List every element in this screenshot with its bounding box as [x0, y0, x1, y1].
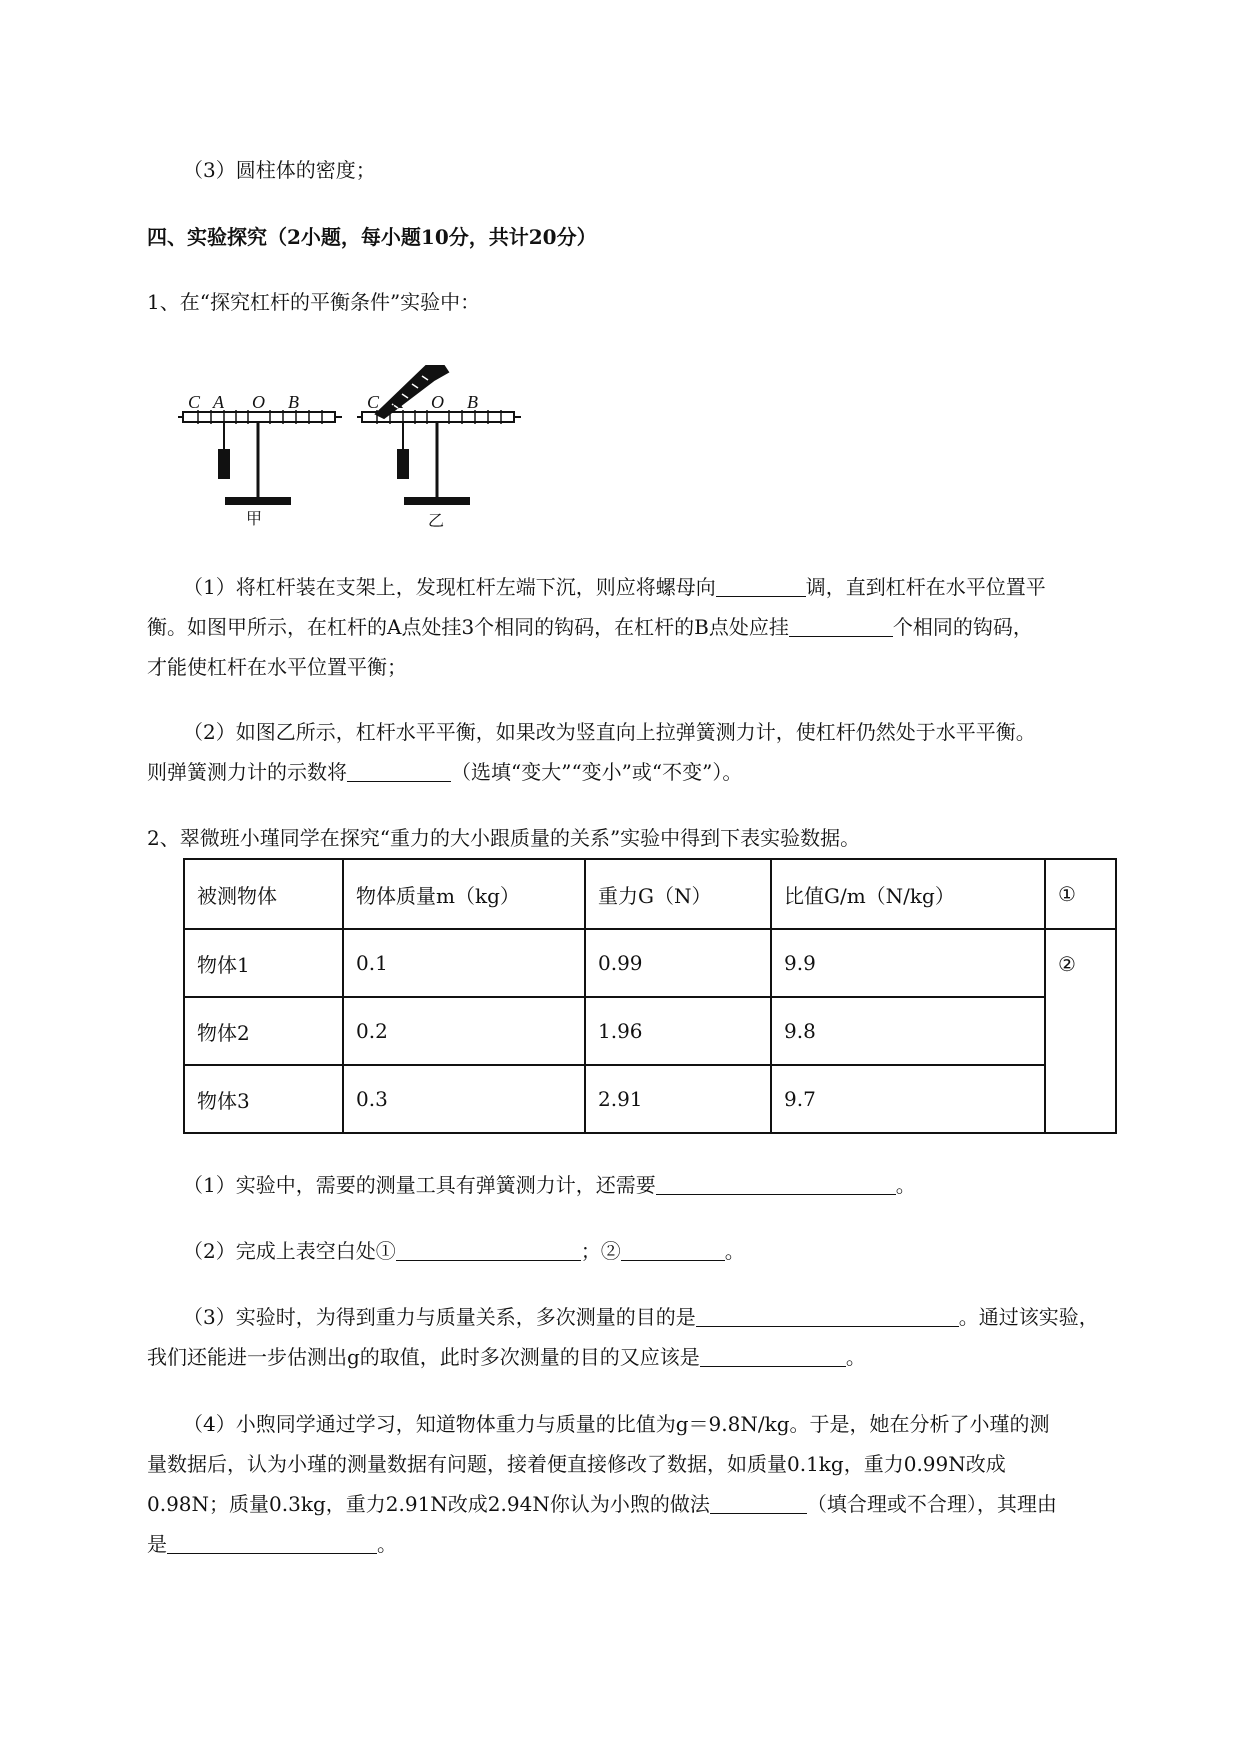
answer-blank[interactable]: [656, 1174, 896, 1195]
table-row: [184, 929, 1116, 997]
text: （选填“变大”“变小”或“不变”）。: [451, 760, 743, 784]
q1-part1-line1: [183, 575, 1046, 599]
label-a-jia: A: [213, 392, 224, 412]
text: 1、在“探究杠杆的平衡条件”实验中：: [147, 290, 481, 314]
table-cell: 0.2: [343, 997, 585, 1065]
lever-figure-jia: [178, 410, 342, 504]
q1-part1-line3: [147, 655, 407, 679]
text: 。通过该实验，: [958, 1305, 1099, 1329]
answer-blank[interactable]: [347, 761, 451, 782]
table-cell: 物体2: [184, 997, 343, 1065]
stand-base-jia: [226, 498, 290, 504]
table-cell: 0.3: [343, 1065, 585, 1133]
q2-part4-line3: [147, 1492, 1057, 1516]
section-heading: [147, 225, 597, 249]
label-b-yi: B: [467, 392, 478, 412]
text: 则弹簧测力计的示数将: [147, 760, 347, 784]
table-cell: 9.8: [771, 997, 1045, 1065]
text: 。: [724, 1239, 745, 1263]
answer-blank[interactable]: [700, 1346, 846, 1367]
label-b-jia: B: [288, 392, 299, 412]
label-c-yi: C: [367, 392, 380, 412]
caption-jia: 甲: [246, 509, 263, 527]
text: 调，直到杠杆在水平位置平: [805, 575, 1046, 599]
weight-yi: [398, 450, 408, 458]
table-row: [184, 997, 1116, 1065]
label-o-jia: O: [252, 392, 265, 412]
table-cell: 9.7: [771, 1065, 1045, 1133]
text: 0.98N；质量0.3kg，重力2.91N改成2.94N你认为小煦的做法: [147, 1492, 710, 1516]
text: （2）如图乙所示，杠杆水平平衡，如果改为竖直向上拉弹簧测力计，使杠杆仍然处于水平平衡。: [183, 720, 1036, 744]
text: 量数据后，认为小瑾的测量数据有问题，接着便直接修改了数据，如质量0.1kg，重力0.99N改成: [147, 1452, 1006, 1476]
q2-part3-line1: [183, 1305, 1099, 1329]
text: ；②: [580, 1239, 621, 1263]
q2-part4-line4: [147, 1532, 397, 1556]
text: 我们还能进一步估测出g的取值，此时多次测量的目的又应该是: [147, 1345, 700, 1369]
table-cell: 物体1: [184, 929, 343, 997]
table-row: [184, 1065, 1116, 1133]
table-cell: 0.99: [585, 929, 771, 997]
answer-blank[interactable]: [789, 616, 893, 637]
caption-yi: 乙: [428, 511, 445, 527]
text: 2、翠微班小瑾同学在探究“重力的大小跟质量的关系”实验中得到下表实验数据。: [147, 826, 861, 850]
lever-figure: [178, 362, 538, 527]
label-a-yi: A: [392, 392, 403, 412]
question-3-sub-3: [183, 158, 376, 182]
table-cell: 0.1: [343, 929, 585, 997]
weight-jia: [219, 450, 229, 458]
answer-blank[interactable]: [716, 576, 806, 597]
lever-figure-yi: [357, 366, 521, 504]
table-cell: 9.9: [771, 929, 1045, 997]
text: （1）将杠杆装在支架上，发现杠杆左端下沉，则应将螺母向: [183, 575, 716, 599]
q2-part4-line2: [147, 1452, 1006, 1476]
table-cell: 1.96: [585, 997, 771, 1065]
text: （3）圆柱体的密度；: [183, 158, 376, 182]
question-1-intro: [147, 290, 480, 314]
table-cell: 2.91: [585, 1065, 771, 1133]
q2-part2: [183, 1239, 745, 1263]
table-header-cell: 重力G（N）: [585, 859, 771, 929]
text: 。: [845, 1345, 866, 1369]
q1-part1-line2: [147, 615, 1033, 639]
text: 才能使杠杆在水平位置平衡；: [147, 655, 407, 679]
table-cell: 物体3: [184, 1065, 343, 1133]
label-o-yi: O: [431, 392, 444, 412]
table-header-cell: 比值G/m（N/kg）: [771, 859, 1045, 929]
stand-base-yi: [405, 498, 469, 504]
text: 个相同的钩码，: [892, 615, 1033, 639]
text: 是: [147, 1532, 167, 1556]
answer-blank[interactable]: [696, 1306, 959, 1327]
q2-part3-line2: [147, 1345, 866, 1369]
answer-blank[interactable]: [621, 1240, 725, 1261]
text: （填合理或不合理），其理由: [806, 1492, 1057, 1516]
data-table: [183, 858, 1117, 1134]
table-header-cell: ①: [1045, 859, 1116, 929]
text: （4）小煦同学通过学习，知道物体重力与质量的比值为g＝9.8N/kg。于是，她在分析了小瑾的测: [183, 1412, 1050, 1436]
table-header-cell: 被测物体: [184, 859, 343, 929]
text: 衡。如图甲所示，在杠杆的A点处挂3个相同的钩码，在杠杆的B点处应挂: [147, 615, 789, 639]
text: （2）完成上表空白处①: [183, 1239, 396, 1263]
table-header-row: [184, 859, 1116, 929]
lever-bar-jia: [183, 412, 335, 422]
text: （1）实验中，需要的测量工具有弹簧测力计，还需要: [183, 1173, 656, 1197]
q1-part2-line1: [183, 720, 1036, 744]
text: 。: [895, 1173, 916, 1197]
question-2-intro: [147, 826, 860, 850]
text: 。: [377, 1532, 397, 1556]
table-merged-cell: ②: [1045, 929, 1116, 1133]
q1-part2-line2: [147, 760, 742, 784]
text: 四、实验探究（2小题，每小题10分，共计20分）: [147, 225, 597, 249]
answer-blank[interactable]: [710, 1493, 807, 1514]
table-header-cell: 物体质量m（kg）: [343, 859, 585, 929]
q2-part1: [183, 1173, 916, 1197]
answer-blank[interactable]: [396, 1240, 581, 1261]
label-c-jia: C: [188, 392, 201, 412]
text: （3）实验时，为得到重力与质量关系，多次测量的目的是: [183, 1305, 696, 1329]
answer-blank[interactable]: [167, 1533, 377, 1554]
q2-part4-line1: [183, 1412, 1050, 1436]
